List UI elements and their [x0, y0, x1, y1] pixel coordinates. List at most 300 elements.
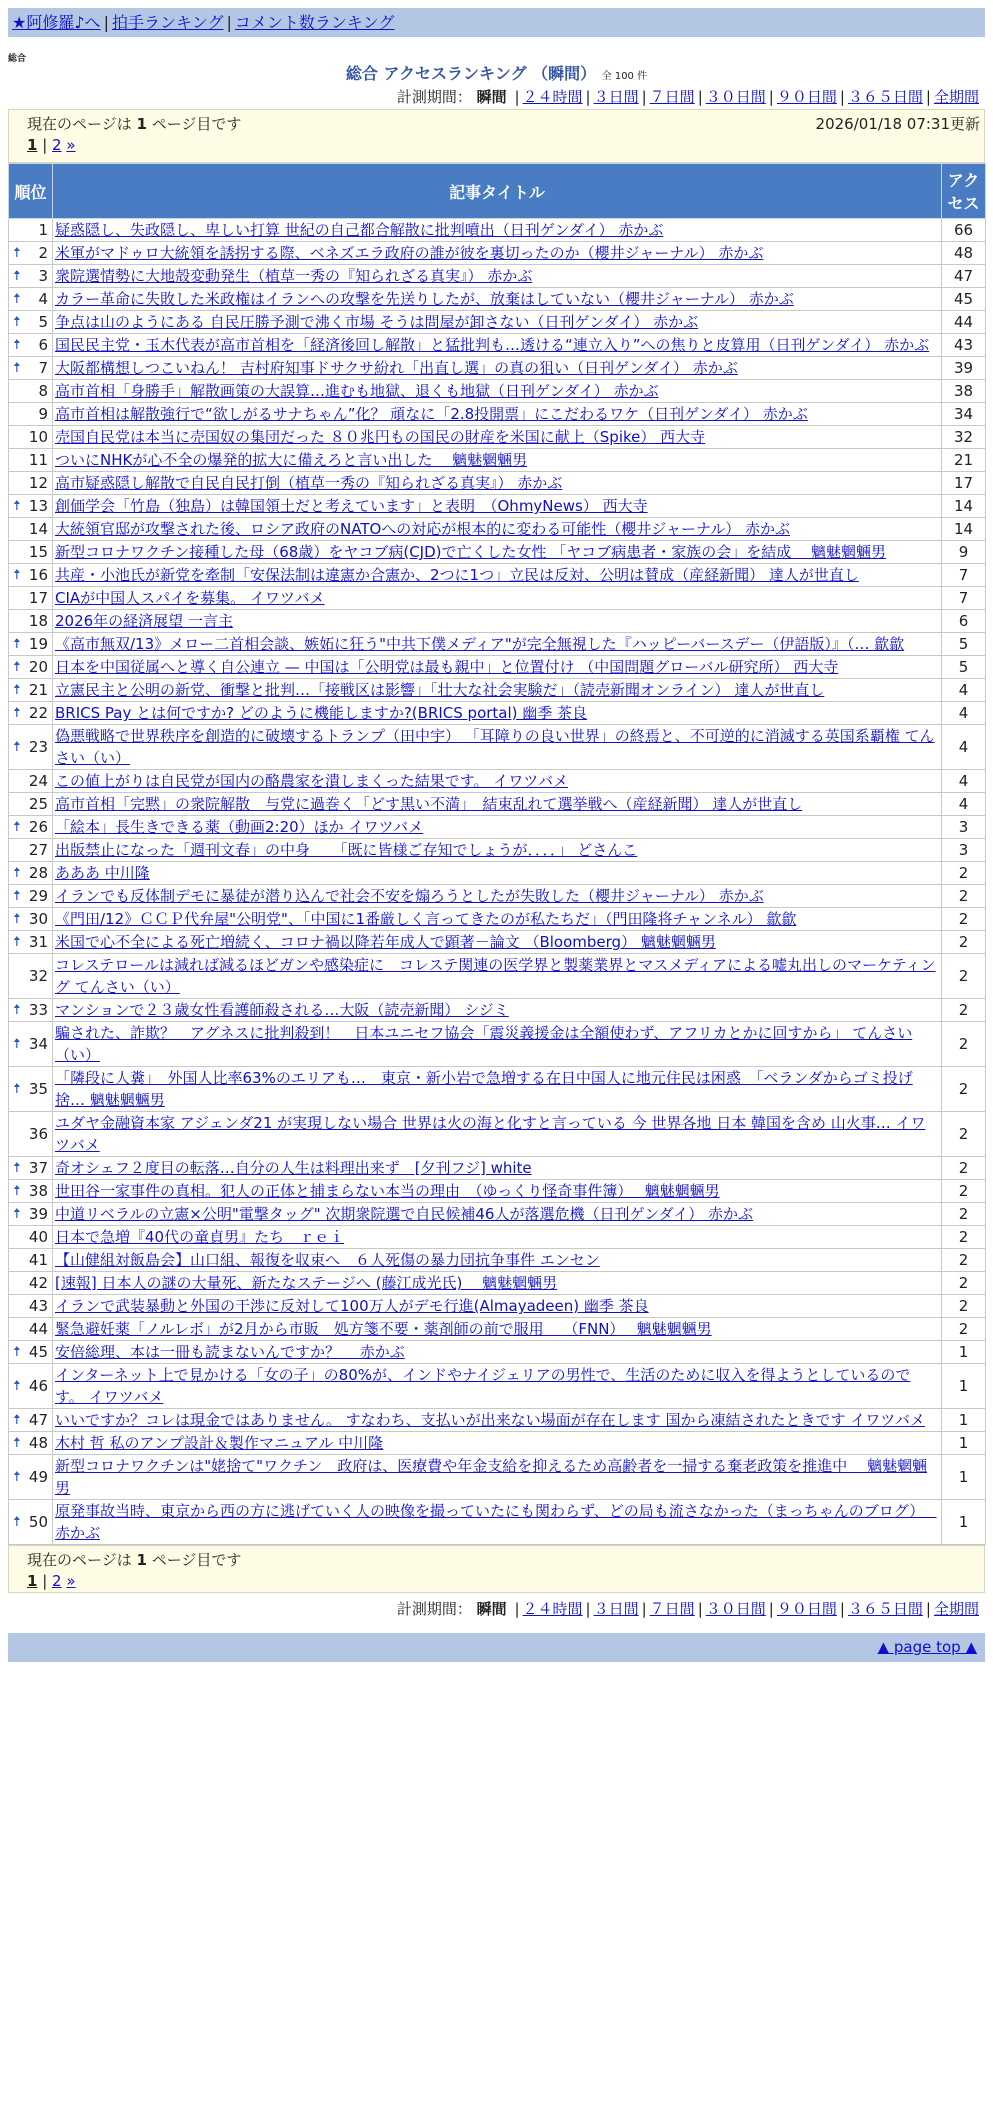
table-row	[9, 403, 986, 426]
table-row	[9, 839, 986, 862]
access-count: 1	[942, 1500, 986, 1545]
access-count: 34	[942, 403, 986, 426]
title-cell	[53, 839, 942, 862]
rank-number: 38	[28, 1182, 48, 1200]
access-count: 2	[942, 1226, 986, 1249]
rank-number: 22	[28, 704, 48, 722]
table-row	[9, 725, 986, 770]
article-title-link[interactable]: ユダヤ金融資本家 アジェンダ21 が実現しない場合 世界は火の海と化すと言っている 今 世界各地 日本 韓国を含め 山火事… イワツバメ	[55, 1114, 926, 1154]
access-count: 1	[942, 1364, 986, 1409]
rank-number: 4	[38, 290, 48, 308]
table-row	[9, 518, 986, 541]
article-title-link[interactable]: 《門田/12》ＣＣＰ代弁屋"公明党"、「中国に1番厳しく言ってきたのが私たちだ」（門田隆将チャンネル） 歙歙	[55, 910, 797, 928]
rank-number: 3	[38, 267, 48, 285]
home-link[interactable]: ★阿修羅♪へ	[12, 13, 101, 32]
access-count: 4	[942, 793, 986, 816]
rank-cell	[9, 426, 53, 449]
rank-up-arrow-icon: 🠅	[13, 1081, 21, 1097]
ranking-body	[9, 219, 986, 1545]
table-row	[9, 288, 986, 311]
table-row	[9, 1203, 986, 1226]
rank-up-arrow-icon: 🠅	[13, 1036, 21, 1052]
rank-number: 19	[28, 635, 48, 653]
article-title-link[interactable]: BRICS Pay とは何ですか? どのように機能しますか?(BRICS portal) 幽季 茶良	[55, 704, 588, 722]
article-title-link[interactable]: CIAが中国人スパイを募集。 イワツバメ	[55, 589, 325, 607]
rank-cell	[9, 1341, 53, 1364]
title-cell	[53, 862, 942, 885]
clap-ranking-link[interactable]: 拍手ランキング	[111, 13, 224, 32]
rank-cell	[9, 265, 53, 288]
col-rank-header: 順位	[9, 164, 53, 219]
access-count: 2	[942, 954, 986, 999]
title-cell	[53, 242, 942, 265]
period-option-link[interactable]: ３６５日間	[847, 1600, 923, 1618]
current-page-text	[27, 113, 241, 134]
rank-cell	[9, 770, 53, 793]
title-cell	[53, 954, 942, 999]
title-cell	[53, 564, 942, 587]
access-count: 2	[942, 1112, 986, 1157]
pager-top	[8, 109, 985, 163]
title-cell	[53, 518, 942, 541]
rank-cell	[9, 334, 53, 357]
rank-number: 35	[28, 1080, 48, 1098]
title-cell	[53, 1067, 942, 1112]
rank-number: 40	[28, 1228, 48, 1246]
table-header-row	[9, 164, 986, 219]
table-row	[9, 793, 986, 816]
rank-cell	[9, 1364, 53, 1409]
table-row	[9, 610, 986, 633]
rank-cell	[9, 1203, 53, 1226]
period-label: 計測期間：	[396, 88, 472, 106]
title-cell	[53, 908, 942, 931]
article-title-link[interactable]: カラー革命に失敗した米政権はイランへの攻撃を先送りしたが、放棄はしていない（櫻井ジャーナル） 赤かぶ	[55, 290, 794, 308]
rank-cell	[9, 518, 53, 541]
period-separator: |	[514, 88, 520, 106]
rank-number: 20	[28, 658, 48, 676]
rank-up-arrow-icon: 🠅	[13, 1002, 21, 1018]
table-row	[9, 931, 986, 954]
access-count: 2	[942, 862, 986, 885]
article-title-link[interactable]: いいですか？コレは現金ではありません。 すなわち、支払いが出来ない場面が存在します 国から凍結されたときです イワツバメ	[55, 1411, 925, 1429]
title-cell	[53, 1272, 942, 1295]
rank-cell	[9, 1112, 53, 1157]
article-title-link[interactable]: 高市首相は解散強行で“欲しがるサナちゃん”化？ 頑なに「2.8投開票」にこだわるワケ（日刊ゲンダイ） 赤かぶ	[55, 405, 808, 423]
period-separator: |	[768, 1600, 774, 1618]
access-count: 1	[942, 1455, 986, 1500]
table-row	[9, 426, 986, 449]
title-cell	[53, 1203, 942, 1226]
period-option-link[interactable]: ２４時間	[522, 88, 583, 106]
rank-number: 11	[28, 451, 48, 469]
rank-up-arrow-icon: 🠅	[13, 739, 21, 755]
article-title-link[interactable]: 衆院選情勢に大地殻変動発生（植草一秀の『知られざる真実』） 赤かぶ	[55, 267, 533, 285]
rank-cell	[9, 862, 53, 885]
title-cell	[53, 999, 942, 1022]
rank-number: 31	[28, 933, 48, 951]
ranking-title-text: 総合 アクセスランキング （瞬間）	[345, 64, 597, 83]
rank-cell	[9, 1157, 53, 1180]
article-title-link[interactable]: 奇オシェフ２度目の転落…自分の人生は料理出来ず [夕刊フジ] white	[55, 1159, 532, 1177]
access-count: 1	[942, 1432, 986, 1455]
access-count: 6	[942, 610, 986, 633]
title-cell	[53, 1455, 942, 1500]
table-row	[9, 380, 986, 403]
rank-number: 14	[28, 520, 48, 538]
page-top-link[interactable]: ▲ page top ▲	[877, 1638, 977, 1656]
table-row	[9, 1318, 986, 1341]
period-option-link[interactable]: ７日間	[649, 1600, 695, 1618]
next-page-link[interactable]: »	[66, 136, 76, 154]
period-separator: |	[925, 88, 931, 106]
article-title-link[interactable]: 《高市無双/13》メロー二首相会談、嫉妬に狂う"中共下僕メディア"が完全無視した『ハッピーバースデー（伊語版）』（… 歙歙	[55, 635, 905, 653]
article-title-link[interactable]: 緊急避妊薬「ノルレボ」が2月から市販 処方箋不要・薬剤師の前で服用 （FNN） 魑魅魍魎男	[55, 1320, 712, 1338]
access-count: 2	[942, 1022, 986, 1067]
title-cell	[53, 1341, 942, 1364]
access-count: 2	[942, 1318, 986, 1341]
table-row	[9, 1157, 986, 1180]
title-cell	[53, 793, 942, 816]
top-nav	[8, 8, 985, 37]
rank-up-arrow-icon: 🠅	[13, 567, 21, 583]
title-cell	[53, 288, 942, 311]
rank-cell	[9, 1432, 53, 1455]
rank-cell	[9, 472, 53, 495]
period-option-link[interactable]: ３６５日間	[847, 88, 923, 106]
article-title-link[interactable]: 高市疑惑隠し解散で自民自民打倒（植草一秀の『知られざる真実』） 赤かぶ	[55, 474, 563, 492]
access-count: 9	[942, 541, 986, 564]
rank-number: 30	[28, 910, 48, 928]
article-title-link[interactable]: イランでも反体制デモに暴徒が潜り込んで社会不安を煽ろうとしたが失敗した（櫻井ジャーナル） 赤かぶ	[55, 887, 764, 905]
table-row	[9, 495, 986, 518]
period-option-link[interactable]: ３０日間	[705, 1600, 766, 1618]
article-title-link[interactable]: 【山健組対飯島会】山口組、報復を収束へ ６人死傷の暴力団抗争事件 エンセン	[55, 1251, 600, 1269]
title-cell	[53, 403, 942, 426]
article-title-link[interactable]: 2026年の経済展望 一言主	[55, 612, 233, 630]
nav-separator: |	[226, 13, 232, 32]
table-row	[9, 541, 986, 564]
article-title-link[interactable]: ついにNHKが心不全の爆発的拡大に備えろと言い出した 魑魅魍魎男	[55, 451, 528, 469]
col-access-header: アクセス	[942, 164, 986, 219]
article-title-link[interactable]: 中道リベラルの立憲×公明"電撃タッグ" 次期衆院選で自民候補46人が落選危機（日刊ゲンダイ） 赤かぶ	[55, 1205, 754, 1223]
rank-cell	[9, 449, 53, 472]
access-count: 2	[942, 1295, 986, 1318]
title-cell	[53, 541, 942, 564]
rank-number: 16	[28, 566, 48, 584]
article-title-link[interactable]: 創価学会「竹島（独島）は韓国領土だと考えています」と表明 （OhmyNews） 西大寺	[55, 497, 648, 515]
rank-cell	[9, 999, 53, 1022]
table-row	[9, 1295, 986, 1318]
title-cell	[53, 495, 942, 518]
table-row	[9, 1341, 986, 1364]
rank-up-arrow-icon: 🠅	[13, 291, 21, 307]
category-label: 総合	[8, 54, 27, 64]
rank-number: 26	[28, 818, 48, 836]
article-title-link[interactable]: 日本で急増『40代の童貞男』たち ｒｅｉ	[55, 1228, 345, 1246]
rank-number: 34	[28, 1035, 48, 1053]
rank-up-arrow-icon: 🠅	[13, 865, 21, 881]
period-separator: |	[697, 88, 703, 106]
article-title-link[interactable]: 疑惑隠し、失政隠し、卑しい打算 世紀の自己都合解散に批判噴出（日刊ゲンダイ） 赤かぶ	[55, 221, 664, 239]
article-title-link[interactable]: 売国自民党は本当に売国奴の集団だった ８０兆円もの国民の財産を米国に献上（Spike） 西大寺	[55, 428, 706, 446]
rank-cell	[9, 679, 53, 702]
title-cell	[53, 633, 942, 656]
article-title-link[interactable]: 日本を中国従属へと導く自公連立 — 中国は「公明党は最も親中」と位置付け （中国問題グローバル研究所） 西大寺	[55, 658, 839, 676]
access-count: 66	[942, 219, 986, 242]
rank-number: 41	[28, 1251, 48, 1269]
rank-number: 28	[28, 864, 48, 882]
rank-cell	[9, 1409, 53, 1432]
access-count: 2	[942, 931, 986, 954]
article-title-link[interactable]: 新型コロナワクチン接種した母（68歳）をヤコブ病(CJD)で亡くした女性 「ヤコブ病患者・家族の会」を結成 魑魅魍魎男	[55, 543, 887, 561]
rank-cell	[9, 793, 53, 816]
access-count: 4	[942, 702, 986, 725]
access-count: 2	[942, 885, 986, 908]
period-selector-top	[8, 85, 985, 109]
article-title-link[interactable]: 出版禁止になった「週刊文春」の中身 「既に皆様ご存知でしょうが．．．．」 どさんこ	[55, 841, 638, 859]
access-count: 3	[942, 839, 986, 862]
article-title-link[interactable]: イランで武装暴動と外国の干渉に反対して100万人がデモ行進(Almayadeen) 幽季 茶良	[55, 1297, 649, 1315]
page-2-link[interactable]: 2	[52, 1572, 62, 1590]
article-title-link[interactable]: 高市首相「完黙」の衆院解散 与党に過巻く「どす黒い不満」 結束乱れて選挙戦へ（産経新聞） 達人が世直し	[55, 795, 803, 813]
rank-cell	[9, 1226, 53, 1249]
rank-cell	[9, 380, 53, 403]
current-page-suffix: ページ目です	[151, 1551, 242, 1569]
rank-cell	[9, 242, 53, 265]
table-row	[9, 587, 986, 610]
table-row	[9, 816, 986, 839]
period-option-link[interactable]: ９０日間	[776, 88, 837, 106]
access-count: 4	[942, 725, 986, 770]
article-title-link[interactable]: 米国で心不全による死亡増続く、コロナ禍以降若年成人で顕著－論文 （Bloomberg） 魑魅魍魎男	[55, 933, 716, 951]
rank-cell	[9, 495, 53, 518]
table-row	[9, 702, 986, 725]
table-row	[9, 1180, 986, 1203]
title-cell	[53, 656, 942, 679]
rank-number: 25	[28, 795, 48, 813]
rank-cell	[9, 1455, 53, 1500]
access-count: 45	[942, 288, 986, 311]
article-title-link[interactable]: 安倍総理、本は一冊も読まないんですか？ 赤かぶ	[55, 1343, 405, 1361]
article-title-link[interactable]: 国民民主党・玉木代表が高市首相を「経済後回し解散」と猛批判も…透ける“連立入り”への焦りと皮算用（日刊ゲンダイ） 赤かぶ	[55, 336, 930, 354]
access-count: 2	[942, 908, 986, 931]
page-1: 1	[27, 136, 38, 154]
current-page-prefix: 現在のページは	[27, 1551, 132, 1569]
rank-number: 48	[28, 1434, 48, 1452]
rank-number: 29	[28, 887, 48, 905]
page-title	[0, 63, 993, 85]
article-title-link[interactable]: 米軍がマドゥロ大統領を誘拐する際、ベネズエラ政府の誰が彼を裏切ったのか（櫻井ジャーナル） 赤かぶ	[55, 244, 764, 262]
next-page-link[interactable]: »	[66, 1572, 76, 1590]
article-title-link[interactable]: [速報] 日本人の謎の大量死、新たなステージへ (藤江成光氏) 魑魅魍魎男	[55, 1274, 558, 1292]
rank-number: 23	[28, 738, 48, 756]
rank-cell	[9, 311, 53, 334]
rank-cell	[9, 885, 53, 908]
rank-number: 21	[28, 681, 48, 699]
period-separator: |	[925, 1600, 931, 1618]
table-row	[9, 472, 986, 495]
article-title-link[interactable]: 共産・小池氏が新党を牽制「安保法制は違憲か合憲か、2つに1つ」立民は反対、公明は賛成（産経新聞） 達人が世直し	[55, 566, 859, 584]
rank-up-arrow-icon: 🠅	[13, 705, 21, 721]
rank-up-arrow-icon: 🠅	[13, 1160, 21, 1176]
table-row	[9, 357, 986, 380]
period-separator: |	[585, 1600, 591, 1618]
page-2-link[interactable]: 2	[52, 136, 62, 154]
comment-ranking-link[interactable]: コメント数ランキング	[234, 13, 395, 32]
period-option-link[interactable]: 全期間	[933, 1600, 979, 1618]
access-count: 43	[942, 334, 986, 357]
period-option-link[interactable]: ７日間	[649, 88, 695, 106]
current-page-number: 1	[136, 115, 147, 133]
rank-number: 27	[28, 841, 48, 859]
rank-number: 49	[28, 1468, 48, 1486]
title-cell	[53, 1249, 942, 1272]
rank-number: 12	[28, 474, 48, 492]
rank-cell	[9, 1249, 53, 1272]
title-cell	[53, 725, 942, 770]
rank-cell	[9, 1295, 53, 1318]
rank-number: 36	[28, 1125, 48, 1143]
rank-number: 46	[28, 1377, 48, 1395]
article-title-link[interactable]: マンションで２３歳女性看護師殺される…大阪（読売新聞） シジミ	[55, 1001, 509, 1019]
period-option-link[interactable]: ３日間	[593, 1600, 639, 1618]
title-cell	[53, 311, 942, 334]
rank-number: 5	[38, 313, 48, 331]
access-count: 39	[942, 357, 986, 380]
article-title-link[interactable]: 偽悪戦略で世界秩序を創造的に破壊するトランプ（田中宇） 「耳障りの良い世界」の終焉と、不可逆的に消滅する英国系覇権 てんさい（い）	[55, 727, 935, 767]
access-count: 14	[942, 495, 986, 518]
title-cell	[53, 472, 942, 495]
rank-cell	[9, 908, 53, 931]
article-title-link[interactable]: インターネット上で見かける「女の子」の80%が、インドやナイジェリアの男性で、生活のために収入を得ようとしているのです。 イワツバメ	[55, 1366, 911, 1406]
article-title-link[interactable]: 大阪都構想しつこいねん！ 吉村府知事ドサクサ紛れ「出直し選」の真の狙い（日刊ゲンダイ） 赤かぶ	[55, 359, 738, 377]
access-count: 3	[942, 816, 986, 839]
title-cell	[53, 610, 942, 633]
article-title-link[interactable]: 「絵本」長生きできる薬（動画2:20）ほか イワツバメ	[55, 818, 424, 836]
title-cell	[53, 357, 942, 380]
rank-cell	[9, 1272, 53, 1295]
rank-up-arrow-icon: 🠅	[13, 636, 21, 652]
title-cell	[53, 702, 942, 725]
access-count: 44	[942, 311, 986, 334]
period-options	[511, 1600, 985, 1618]
article-title-link[interactable]: この値上がりは自民党が国内の酪農家を潰しまくった結果です。 イワツバメ	[55, 772, 568, 790]
ranking-table	[8, 163, 986, 1545]
rank-cell	[9, 564, 53, 587]
rank-cell	[9, 1318, 53, 1341]
access-count: 38	[942, 380, 986, 403]
article-title-link[interactable]: 立憲民主と公明の新党、衝撃と批判…「接戦区は影響」「壮大な社会実験だ」（読売新聞オンライン） 達人が世直し	[55, 681, 825, 699]
access-count: 32	[942, 426, 986, 449]
access-count: 2	[942, 1203, 986, 1226]
table-row	[9, 1432, 986, 1455]
access-count: 5	[942, 656, 986, 679]
period-separator: |	[514, 1600, 520, 1618]
article-title-link[interactable]: コレステロールは減れば減るほどガンや感染症に コレステ関連の医学界と製薬業界とマスメディアによる嘘丸出しのマーケティング てんさい（い）	[55, 956, 936, 996]
table-row	[9, 1455, 986, 1500]
title-cell	[53, 1022, 942, 1067]
rank-up-arrow-icon: 🠅	[13, 659, 21, 675]
rank-cell	[9, 931, 53, 954]
article-title-link[interactable]: 世田谷一家事件の真相。犯人の正体と捕まらない本当の理由 （ゆっくり怪奇事件簿） 魑魅魍魎男	[55, 1182, 720, 1200]
rank-cell	[9, 403, 53, 426]
rank-number: 42	[28, 1274, 48, 1292]
article-title-link[interactable]: あああ 中川隆	[55, 864, 150, 882]
pager-bottom	[8, 1545, 985, 1593]
table-row	[9, 311, 986, 334]
rank-cell	[9, 1022, 53, 1067]
rank-up-arrow-icon: 🠅	[13, 682, 21, 698]
article-title-link[interactable]: 高市首相「身勝手」解散画策の大誤算…進むも地獄、退くも地獄（日刊ゲンダイ） 赤かぶ	[55, 382, 659, 400]
table-row	[9, 770, 986, 793]
title-cell	[53, 1226, 942, 1249]
article-title-link[interactable]: 木村 哲 私のアンプ設計＆製作マニュアル 中川隆	[55, 1434, 384, 1452]
period-separator: |	[641, 1600, 647, 1618]
access-count: 2	[942, 1249, 986, 1272]
rank-number: 8	[38, 382, 48, 400]
rank-cell	[9, 702, 53, 725]
rank-number: 6	[38, 336, 48, 354]
title-cell	[53, 334, 942, 357]
title-cell	[53, 380, 942, 403]
article-title-link[interactable]: 大統領官邸が攻撃された後、ロシア政府のNATOへの対応が根本的に変わる可能性（櫻井ジャーナル） 赤かぶ	[55, 520, 791, 538]
page-links: 1 | 2 »	[27, 136, 76, 154]
rank-number: 45	[28, 1343, 48, 1361]
table-row	[9, 1067, 986, 1112]
rank-number: 43	[28, 1297, 48, 1315]
rank-number: 7	[38, 359, 48, 377]
period-option-link[interactable]: ９０日間	[776, 1600, 837, 1618]
table-row	[9, 862, 986, 885]
rank-up-arrow-icon: 🠅	[13, 1183, 21, 1199]
rank-cell	[9, 839, 53, 862]
article-title-link[interactable]: 原発事故当時、東京から西の方に逃げていく人の映像を撮っていたにも関わらず、どの局も流さなかった（まっちゃんのブログ） 赤かぶ	[55, 1502, 937, 1542]
period-separator: |	[697, 1600, 703, 1618]
article-title-link[interactable]: 「隣段に人糞」 外国人比率63%のエリアも… 東京・新小岩で急増する在日中国人に地元住民は困惑 「ベランダからゴミ投げ捨… 魑魅魍魎男	[55, 1069, 913, 1109]
rank-number: 32	[28, 967, 48, 985]
period-option-link[interactable]: ３０日間	[705, 88, 766, 106]
rank-cell	[9, 219, 53, 242]
period-separator: |	[585, 88, 591, 106]
table-row	[9, 954, 986, 999]
period-option-link[interactable]: 全期間	[933, 88, 979, 106]
period-separator: |	[839, 1600, 845, 1618]
rank-up-arrow-icon: 🠅	[13, 1514, 21, 1530]
rank-up-arrow-icon: 🠅	[13, 498, 21, 514]
rank-up-arrow-icon: 🠅	[13, 1378, 21, 1394]
article-title-link[interactable]: 騙された、詐欺？ アグネスに批判殺到！ 日本ユニセフ協会「震災義援金は全額使わず、アフリカとかに回すから」 てんさい（い）	[55, 1024, 913, 1064]
title-cell	[53, 449, 942, 472]
period-option-link[interactable]: ３日間	[593, 88, 639, 106]
rank-cell	[9, 357, 53, 380]
table-row	[9, 1249, 986, 1272]
title-cell	[53, 1364, 942, 1409]
article-title-link[interactable]: 争点は山のようにある 自民圧勝予測で沸く市場 そうは問屋が卸さない（日刊ゲンダイ） 赤かぶ	[55, 313, 699, 331]
title-cell	[53, 1180, 942, 1203]
rank-up-arrow-icon: 🠅	[13, 1206, 21, 1222]
access-count: 2	[942, 1272, 986, 1295]
footer-bar	[8, 1633, 985, 1662]
rank-number: 24	[28, 772, 48, 790]
rank-cell	[9, 1067, 53, 1112]
article-title-link[interactable]: 新型コロナワクチンは"姥捨て"ワクチン 政府は、医療費や年金支給を抑えるため高齢者を一掃する棄老政策を推進中 魑魅魍魎男	[55, 1457, 928, 1497]
title-cell	[53, 219, 942, 242]
rank-number: 1	[38, 221, 48, 239]
title-cell	[53, 1112, 942, 1157]
rank-number: 50	[28, 1513, 48, 1531]
period-option-link[interactable]: ２４時間	[522, 1600, 583, 1618]
